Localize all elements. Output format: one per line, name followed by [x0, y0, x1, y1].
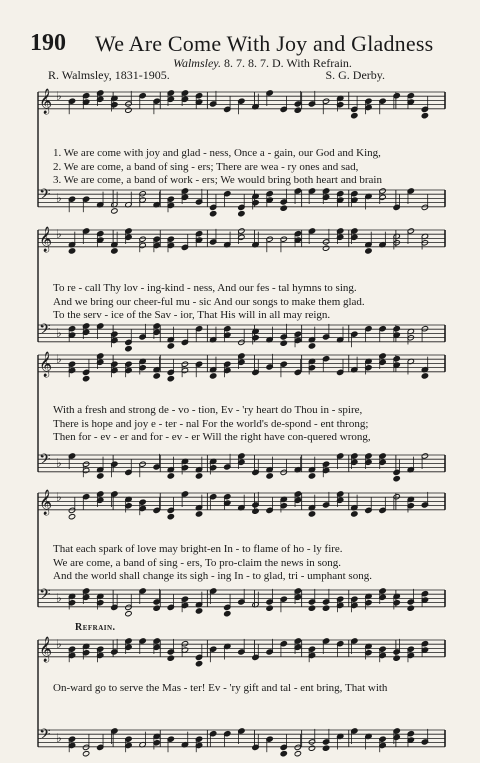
note-head: [195, 473, 202, 479]
lyric-line: 1. We are come with joy and glad - ness, Once a - gain, our God and King,: [53, 147, 381, 159]
lyric-line: To the serv - ice of the Sav - ior, That His will in all may reign.: [53, 309, 331, 322]
note-head: [125, 611, 132, 617]
lyric-line: And we bring our cheer-ful mu - sic And our songs to make them glad.: [53, 295, 365, 308]
lyric-line: With a fresh and strong de - vo - tion, Ev - 'ry heart do Thou in - spire,: [53, 404, 363, 416]
flat-key-icon: ♭: [56, 191, 62, 205]
bass-clef-icon: 𝄢: [39, 451, 51, 472]
tune-name: Walmsley.: [173, 56, 221, 70]
note-head: [97, 473, 104, 479]
lyric-line: We are come, a band of sing - ers, To pro-claim the news in song.: [53, 556, 342, 569]
note-head: [125, 346, 132, 352]
bass-clef-icon: 𝄢: [39, 321, 51, 342]
note-head: [266, 605, 273, 611]
note-head: [209, 373, 216, 379]
note-head: [153, 373, 160, 379]
note-head: [322, 245, 329, 251]
note-head: [322, 745, 329, 751]
lyric-line: That each spark of love may bright-en In - to flame of ho - ly fire.: [53, 543, 343, 555]
note-head: [266, 473, 273, 479]
note-head: [280, 205, 287, 211]
hymn-number: 190: [30, 30, 66, 56]
note-head: [252, 508, 259, 514]
note-head: [351, 113, 358, 119]
note-head: [82, 376, 89, 382]
note-head: [125, 107, 132, 113]
flat-key-icon: ♭: [56, 352, 62, 366]
flat-key-icon: ♭: [56, 637, 62, 651]
note-head: [195, 511, 202, 517]
note-head: [195, 661, 202, 667]
lyrics-system-5: [53, 682, 448, 696]
note-head: [421, 113, 428, 119]
flat-key-icon: ♭: [56, 326, 62, 340]
note-head: [294, 107, 301, 113]
note-head: [308, 745, 315, 751]
note-head: [421, 373, 428, 379]
flat-key-icon: ♭: [56, 89, 62, 103]
note-head: [167, 376, 174, 382]
bass-clef-icon: 𝄢: [39, 586, 51, 607]
lyrics-system-4: [53, 543, 448, 584]
bass-clef-icon: 𝄢: [39, 186, 51, 207]
note-head: [167, 655, 174, 661]
note-head: [68, 248, 75, 254]
flat-key-icon: ♭: [56, 591, 62, 605]
note-head: [308, 343, 315, 349]
lyric-line: On-ward go to serve the Mas - ter! Ev - 'ry gift and tal - ent bring, That with: [53, 682, 388, 694]
lyric-line: 2. We are come, a band of sing - ers; There are wea - ry ones and sad,: [53, 160, 359, 173]
bass-clef-icon: 𝄢: [39, 726, 51, 747]
note-head: [365, 248, 372, 254]
treble-clef-icon: 𝄞: [39, 89, 53, 114]
refrain-label: Refrain.: [75, 622, 116, 633]
lyric-line: There is hope and joy e - ter - nal For the world's de-spond - ent throng;: [53, 417, 369, 430]
note-head: [294, 751, 301, 757]
hymn-title: We Are Come With Joy and Gladness: [95, 31, 434, 56]
note-head: [308, 605, 315, 611]
note-head: [393, 476, 400, 482]
treble-clef-icon: 𝄞: [39, 637, 53, 662]
note-head: [238, 211, 245, 217]
lyric-line: Then for - ev - er and for - ev - er Will the right have con-quered wrong,: [53, 431, 371, 444]
flat-key-icon: ♭: [56, 456, 62, 470]
lyric-line: And the world shall change its sigh - ing In - to glad, tri - umphant song.: [53, 570, 372, 583]
treble-clef-icon: 𝄞: [39, 490, 53, 515]
composer-credit: S. G. Derby.: [325, 68, 385, 82]
note-head: [111, 208, 118, 214]
note-head: [167, 343, 174, 349]
note-head: [195, 608, 202, 614]
flat-key-icon: ♭: [56, 731, 62, 745]
note-head: [68, 514, 75, 520]
flat-key-icon: ♭: [56, 490, 62, 504]
lyrics-system-2: [53, 282, 448, 323]
note-head: [393, 655, 400, 661]
note-head: [407, 605, 414, 611]
note-head: [111, 248, 118, 254]
note-head: [308, 511, 315, 517]
note-head: [224, 611, 231, 617]
lyrics-system-3: [53, 404, 448, 445]
note-head: [351, 511, 358, 517]
lyric-line: To re - call Thy lov - ing-kind - ness, And our fes - tal hymns to sing.: [53, 282, 357, 294]
lyrics-system-1: [53, 147, 448, 188]
note-head: [153, 605, 160, 611]
note-head: [82, 751, 89, 757]
note-head: [167, 514, 174, 520]
note-head: [308, 473, 315, 479]
meter-text: 8. 7. 8. 7. D. With Refrain.: [223, 56, 352, 70]
treble-clef-icon: 𝄞: [39, 352, 53, 377]
note-head: [322, 605, 329, 611]
note-head: [280, 751, 287, 757]
flat-key-icon: ♭: [56, 227, 62, 241]
treble-clef-icon: 𝄞: [39, 227, 53, 252]
note-head: [167, 473, 174, 479]
lyric-line: 3. We are come, a band of work - ers; We would bring both heart and brain: [53, 174, 382, 187]
note-head: [280, 340, 287, 346]
note-head: [209, 211, 216, 217]
author-credit: R. Walmsley, 1831-1905.: [48, 68, 170, 82]
